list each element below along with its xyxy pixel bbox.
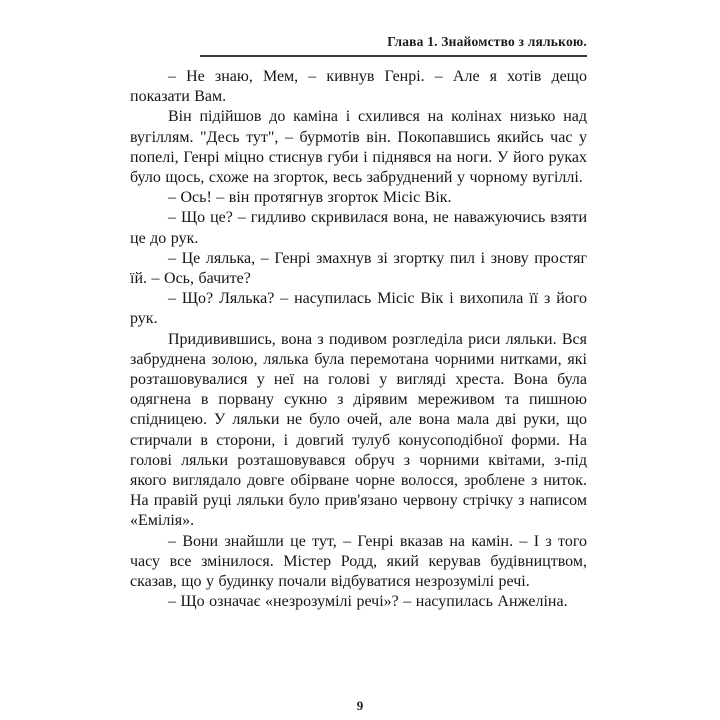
- paragraph-3: – Ось! – він протягнув згорток Місіс Вік.: [168, 189, 452, 207]
- chapter-running-head: Глава 1. Знайомство з лялькою.: [387, 34, 587, 49]
- paragraph-9: – Що означає «незрозумілі речі»? – насупилась Анжеліна.: [168, 593, 568, 611]
- page-header: [130, 34, 587, 57]
- paragraph-6: – Що? Лялька? – насупилась Місіс Вік і вихопила її з його рук.: [130, 290, 587, 328]
- header-rule: [200, 55, 587, 57]
- paragraph-7: Придивившись, вона з подивом розгледіла риси ляльки. Вся забруднена золою, лялька була перемотана чорними нитками, які розташовувалися у неї на голові у вигляді хреста. Вона була одягнена в порвану сукню з дірявим мереживом та пишною спідницею. У ляльки не було очей, але вона мала дві руки, що стирчали в сторони, і довгий тулуб конусоподібної форми. На голові ляльки розташовувався обруч з чорними квітами, з-під якого виглядало довге обірване чорне волосся, зроблене з ниток. На правій руці ляльки було прив'язано червону стрічку з написом «Емілія».: [130, 330, 587, 530]
- paragraph-2: Він підійшов до каміна і схилився на колінах низько над вугіллям. "Десь тут", – бурмотів він. Покопавшись якийсь час у попелі, Генрі міцно стиснув губи і піднявся на ноги. У його руках було щось, схоже на згорток, весь забруднений у чорному вугіллі.: [130, 108, 587, 187]
- paragraph-8: – Вони знайшли це тут, – Генрі вказав на камін. – І з того часу все змінилося. Містер Родд, який керував будівництвом, сказав, що у будинку почали відбуватися незрозумілі речі.: [130, 532, 587, 591]
- page-number: 9: [356, 698, 364, 713]
- paragraph-4: – Що це? – гидливо скривилася вона, не наважуючись взяти це до рук.: [130, 209, 587, 247]
- paragraph-5: – Це лялька, – Генрі змахнув зі згортку пил і знову простяг їй. – Ось, бачите?: [130, 249, 587, 288]
- text-block: [130, 34, 587, 612]
- paragraph-1: – Не знаю, Мем, – кивнув Генрі. – Але я хотів дещо показати Вам.: [130, 68, 587, 106]
- page-body: [130, 67, 587, 612]
